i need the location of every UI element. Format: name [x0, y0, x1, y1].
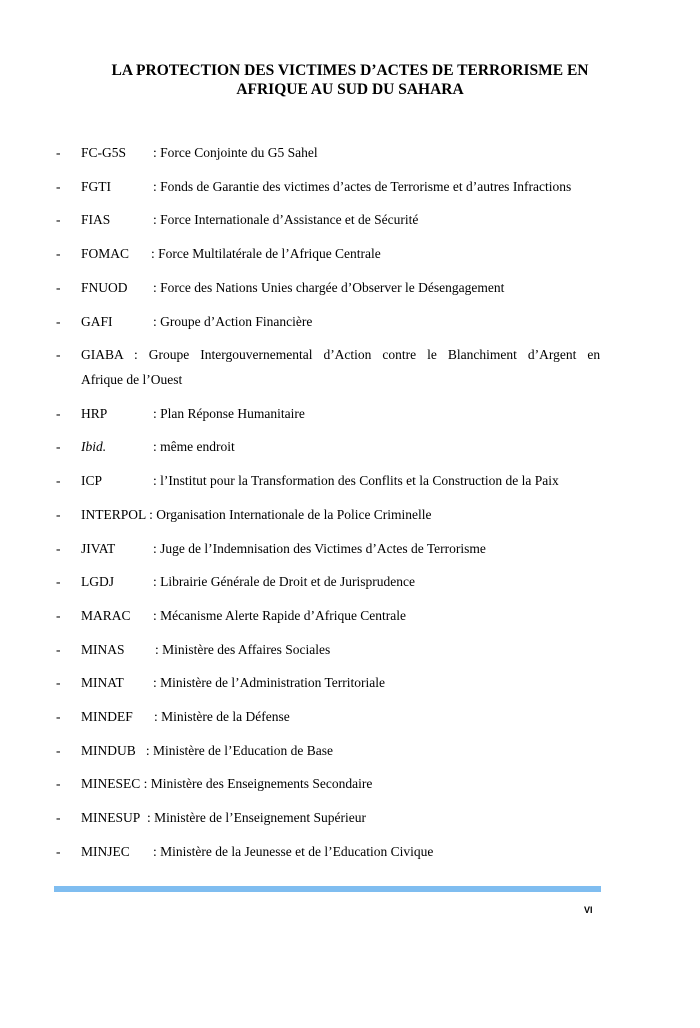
definition: : même endroit [153, 439, 235, 454]
definition-word: Blanchiment [447, 347, 517, 362]
definition: : Librairie Générale de Droit et de Jurisprudence [153, 574, 416, 589]
definition: : l’Institut pour la Transformation des Conflits et la Construction de la Paix [153, 473, 559, 488]
bullet-dash: - [56, 574, 61, 589]
definition: : Force Internationale d’Assistance et de Sécurité [153, 212, 419, 227]
definition-word: d’Argent [527, 347, 577, 362]
definition-line-2: Afrique de l’Ouest [81, 372, 183, 387]
definition: : Groupe d’Action Financière [153, 314, 313, 329]
abbreviation: HRP [81, 406, 108, 421]
title-line-1: LA PROTECTION DES VICTIMES D’ACTES DE TERRORISME EN [111, 62, 589, 79]
abbreviation: Ibid. [81, 439, 107, 454]
bullet-dash: - [56, 844, 61, 859]
abbreviation: FIAS [81, 212, 111, 227]
bullet-dash: - [56, 145, 61, 160]
bullet-dash: - [56, 347, 61, 362]
definition: : Ministère des Enseignements Secondaire [143, 776, 373, 791]
abbreviation: JIVAT [81, 541, 116, 556]
abbreviation: MINDUB [81, 743, 136, 758]
abbreviation: MINDEF [81, 709, 133, 724]
list-item-giaba [56, 342, 600, 392]
title-line-2: AFRIQUE AU SUD DU SAHARA [236, 81, 464, 98]
definition: : Force Conjointe du G5 Sahel [153, 145, 318, 160]
abbreviation: MINESUP [81, 810, 141, 825]
abbreviation: MINJEC [81, 844, 130, 859]
bullet-dash: - [56, 212, 61, 227]
abbreviation: MARAC [81, 608, 131, 623]
bullet-dash: - [56, 709, 61, 724]
definition: : Ministère de la Défense [154, 709, 290, 724]
bullet-dash: - [56, 541, 61, 556]
abbreviation-and-definition [81, 738, 333, 763]
abbreviation: GIABA [81, 347, 124, 362]
bullet-dash: - [56, 675, 61, 690]
definition: : Plan Réponse Humanitaire [153, 406, 305, 421]
bullet-dash: - [56, 280, 61, 295]
bullet-dash: - [56, 743, 61, 758]
bullet-dash: - [56, 608, 61, 623]
bullet-dash: - [56, 179, 61, 194]
abbreviation: LGDJ [81, 574, 114, 589]
definition: : Fonds de Garantie des victimes d’actes de Terrorisme et d’autres Infractions [153, 179, 572, 194]
bullet-dash: - [56, 246, 61, 261]
definition: : Ministère des Affaires Sociales [155, 642, 331, 657]
definition-word: le [427, 347, 437, 362]
bullet-dash: - [56, 406, 61, 421]
bullet-dash: - [56, 810, 61, 825]
definition: : Ministère de la Jeunesse et de l’Education Civique [153, 844, 434, 859]
abbreviation: FOMAC [81, 246, 130, 261]
page-title [60, 61, 640, 99]
abbreviation: MINAS [81, 642, 125, 657]
definition-word: Intergouvernemental [200, 347, 313, 362]
definition-word: : [134, 347, 138, 362]
bullet-dash: - [56, 473, 61, 488]
abbreviation: FC-G5S [81, 145, 127, 160]
bullet-dash: - [56, 314, 61, 329]
bullet-dash: - [56, 776, 61, 791]
bullet-dash: - [56, 439, 61, 454]
abbreviation: INTERPOL [81, 507, 146, 522]
definition-word: en [587, 347, 601, 362]
definition: : Organisation Internationale de la Police Criminelle [149, 507, 432, 522]
definition: : Ministère de l’Enseignement Supérieur [147, 810, 366, 825]
abbreviation-and-definition [81, 805, 366, 830]
footer-divider-bar [54, 886, 601, 892]
abbreviation-and-definition [81, 502, 432, 527]
definition: : Force Multilatérale de l’Afrique Centrale [151, 246, 381, 261]
definition-word: Groupe [148, 347, 190, 362]
definition-word: d’Action [323, 347, 372, 362]
definition-line-1 [81, 342, 600, 367]
abbreviation: GAFI [81, 314, 113, 329]
abbreviation: MINESEC [81, 776, 141, 791]
definition: : Mécanisme Alerte Rapide d’Afrique Centrale [153, 608, 407, 623]
abbreviation: MINAT [81, 675, 124, 690]
definition: : Ministère de l’Administration Territoriale [153, 675, 385, 690]
abbreviation: FNUOD [81, 280, 128, 295]
bullet-dash: - [56, 507, 61, 522]
abbreviation: ICP [81, 473, 103, 488]
definition-word: contre [382, 347, 417, 362]
definition: : Force des Nations Unies chargée d’Observer le Désengagement [153, 280, 505, 295]
page-number: VI [584, 905, 593, 915]
definition: : Juge de l’Indemnisation des Victimes d’Actes de Terrorisme [153, 541, 486, 556]
definition: : Ministère de l’Education de Base [145, 743, 333, 758]
abbreviation-and-definition [81, 771, 372, 796]
abbreviation: FGTI [81, 179, 111, 194]
bullet-dash: - [56, 642, 61, 657]
